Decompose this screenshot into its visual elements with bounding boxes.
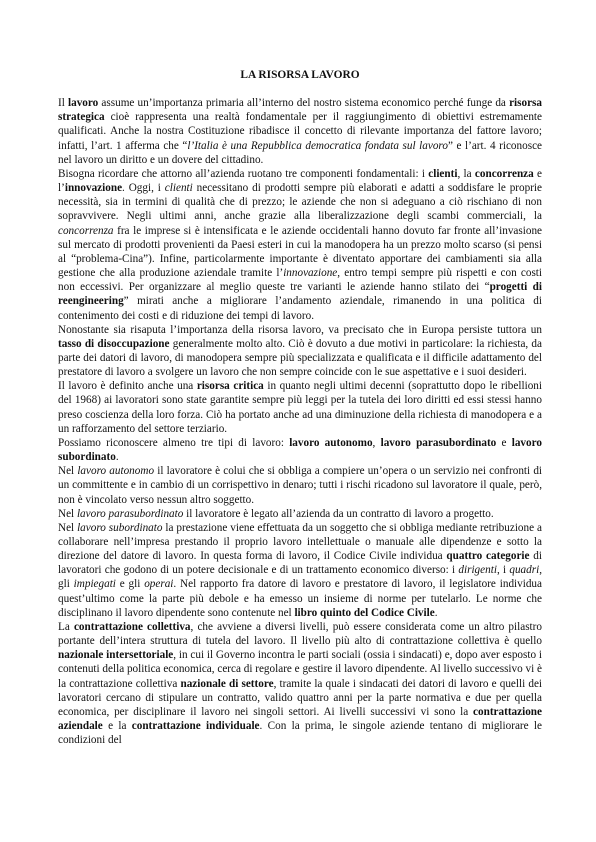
- italic-term: impiegati: [73, 578, 116, 591]
- paragraph-components: Bisogna ricordare che attorno all’azienda ruotano tre componenti fondamentali: i clienti, la concorrenza e l’innovazione. Oggi, i clienti necessitano di prodotti sempre più elaborati e adatti a soddisfare le proprie necessità, sia in termini di qualità che di prezzo; le aziende che non si adeguano a ciò rischiano di non sopravvivere. Negli ultimi anni, anche grazie alla liberalizzazione degli scambi commerciali, la concorrenza fra le imprese si è intensificata e le aziende occidentali hanno dovuto far fronte all’invasione sul mercato di prodotti provenienti da Paesi esteri in cui la manodopera ha un prezzo molto scarso (si pensi al “problema-Cina”). Infine, particolarmente importante è diventato apportare dei cambiamenti sia alla gestione che alla produzione aziendale tramite l’innovazione, entro tempi sempre più rispetti e con costi non eccessivi. Per organizzare al meglio queste tre varianti le aziende hanno stilato dei “progetti di reengineering” mirati anche a migliorare l’andamento aziendale, rimanendo in una politica di contenimento dei costi e di riduzione dei tempi di lavoro.: [58, 167, 543, 322]
- bold-term: contrattazione aziendale: [58, 705, 542, 733]
- paragraph-parasubordinate: Nel lavoro parasubordinato il lavoratore è legato all’azienda da un contratto di lavoro a progetto.: [58, 507, 494, 520]
- italic-term: dirigenti: [458, 564, 497, 577]
- italic-term: concorrenza: [58, 224, 114, 237]
- bold-term: quattro categorie: [446, 550, 530, 563]
- bold-term: risorsa strategica: [58, 97, 542, 124]
- paragraph-work-types: Possiamo riconoscere almeno tre tipi di lavoro: lavoro autonomo, lavoro parasubordinato e lavoro subordinato.: [58, 436, 542, 464]
- paragraph-intro: Il lavoro assume un’importanza primaria all’interno del nostro sistema economico perché funge da risorsa strategica cioè rappresenta una realtà fondamentale per il raggiungimento di obiettivi estremamente qualificati. Anche la nostra Costituzione ribadisce il concetto di rilevante importanza del fattore lavoro; infatti, l’art. 1 afferma che “l’Italia è una Repubblica democratica fondata sul lavoro” e l’art. 4 riconosce nel lavoro un diritto e un dovere del cittadino.: [58, 97, 542, 166]
- italic-term: lavoro subordinato: [77, 521, 163, 534]
- bold-term: risorsa critica: [196, 380, 264, 393]
- bold-term: nazionale di settore: [180, 677, 274, 690]
- paragraph-critical-resource: Il lavoro è definito anche una risorsa critica in quanto negli ultimi decenni (soprattutto dopo le ribellioni del 1968) ai lavoratori sono state garantite sempre più leggi per la tutela dei loro diritti ed essi stessi hanno preso coscienza della loro forza. Ciò ha portato anche ad una diminuzione della richiesta di manodopera e a un rafforzamento del settore terziario.: [58, 380, 542, 435]
- italic-term: innovazione: [283, 267, 338, 280]
- italic-term: quadri: [509, 564, 540, 577]
- bold-term: innovazione: [64, 182, 123, 195]
- bold-term: lavoro autonomo: [289, 436, 373, 449]
- bold-term: lavoro parasubordinato: [380, 436, 497, 449]
- document-page: [58, 68, 542, 747]
- bold-term: contrattazione individuale: [131, 720, 260, 733]
- bold-term: lavoro subordinato: [58, 436, 542, 464]
- bold-term: concorrenza: [474, 167, 534, 180]
- bold-term: contrattazione collettiva: [73, 620, 191, 633]
- paragraph-unemployment: Nonostante sia risaputa l’importanza della risorsa lavoro, va precisato che in Europa persiste tuttora un tasso di disoccupazione generalmente molto alto. Ciò è dovuto a due motivi in particolare: la richiesta, da parte dei datori di lavoro, di manodopera sempre più specializzata e qualificata e il difficile adattamento del prestatore di lavoro a svolgere un lavoro che non sempre coincide con le sue aspettative e i suoi desideri.: [58, 323, 542, 379]
- paragraph-collective-bargaining: La contrattazione collettiva, che avviene a diversi livelli, può essere considerata come un altro pilastro portante dell’intera struttura di tutela del lavoro. Il livello più alto di contrattazione collettiva è quello nazionale intersettoriale, in cui il Governo incontra le parti sociali (ossia i sindacati) e, dopo aver esposto i contenuti della politica economica, cerca di regolare e gestire il lavoro dipendente. Al livello successivo vi è la contrattazione collettiva nazionale di settore, tramite la quale i sindacati dei datori di lavoro e quelli dei lavoratori cercano di stipulare un contratto, valido quattro anni per la parte normativa e due per quella economica, per disciplinare il lavoro nei singoli settori. Ai livelli successivi vi sono la contrattazione aziendale e la contrattazione individuale. Con la prima, le singole aziende tentano di migliorare le condizioni del: [58, 620, 543, 747]
- italic-term: lavoro autonomo: [77, 465, 155, 478]
- bold-term: nazionale intersettoriale: [58, 649, 174, 662]
- paragraph-autonomous: Nel lavoro autonomo il lavoratore è colui che si obbliga a compiere un’opera o un servizio nei confronti di un committente e in cambio di un corrispettivo in denaro; tutti i rischi ricadono sul lavoratore il quale, però, non è vincolato verso nessun altro soggetto.: [58, 465, 543, 506]
- page-title: LA RISORSA LAVORO: [240, 69, 360, 81]
- bold-term: lavoro: [68, 97, 99, 110]
- italic-term: operai: [144, 578, 174, 591]
- bold-term: tasso di disoccupazione: [58, 337, 170, 350]
- paragraph-subordinate: Nel lavoro subordinato la prestazione viene effettuata da un soggetto che si obbliga mediante retribuzione a collaborare nell’impresa prestando il proprio lavoro intellettuale o manuale alle dipendenze e sotto la direzione del datore di lavoro. In questa forma di lavoro, il Codice Civile individua quattro categorie di lavoratori che godono di un potere decisionale e di un trattamento economico diverso: i dirigenti, i quadri, gli impiegati e gli operai. Nel rapporto fra datore di lavoro e prestatore di lavoro, il legislatore individua quest’ultimo come la parte più debole e ha emesso un insieme di norme per tutelarlo. Le norme che disciplinano il lavoro dipendente sono contenute nel libro quinto del Codice Civile.: [58, 521, 542, 619]
- italic-term: clienti: [164, 182, 193, 195]
- quote-constitution: l’Italia è una Repubblica democratica fondata sul lavoro: [187, 139, 448, 152]
- italic-term: lavoro parasubordinato: [76, 507, 184, 520]
- bold-term: clienti: [428, 167, 458, 180]
- bold-term: progetti di reengineering: [58, 281, 542, 308]
- bold-term: libro quinto del Codice Civile: [294, 606, 435, 619]
